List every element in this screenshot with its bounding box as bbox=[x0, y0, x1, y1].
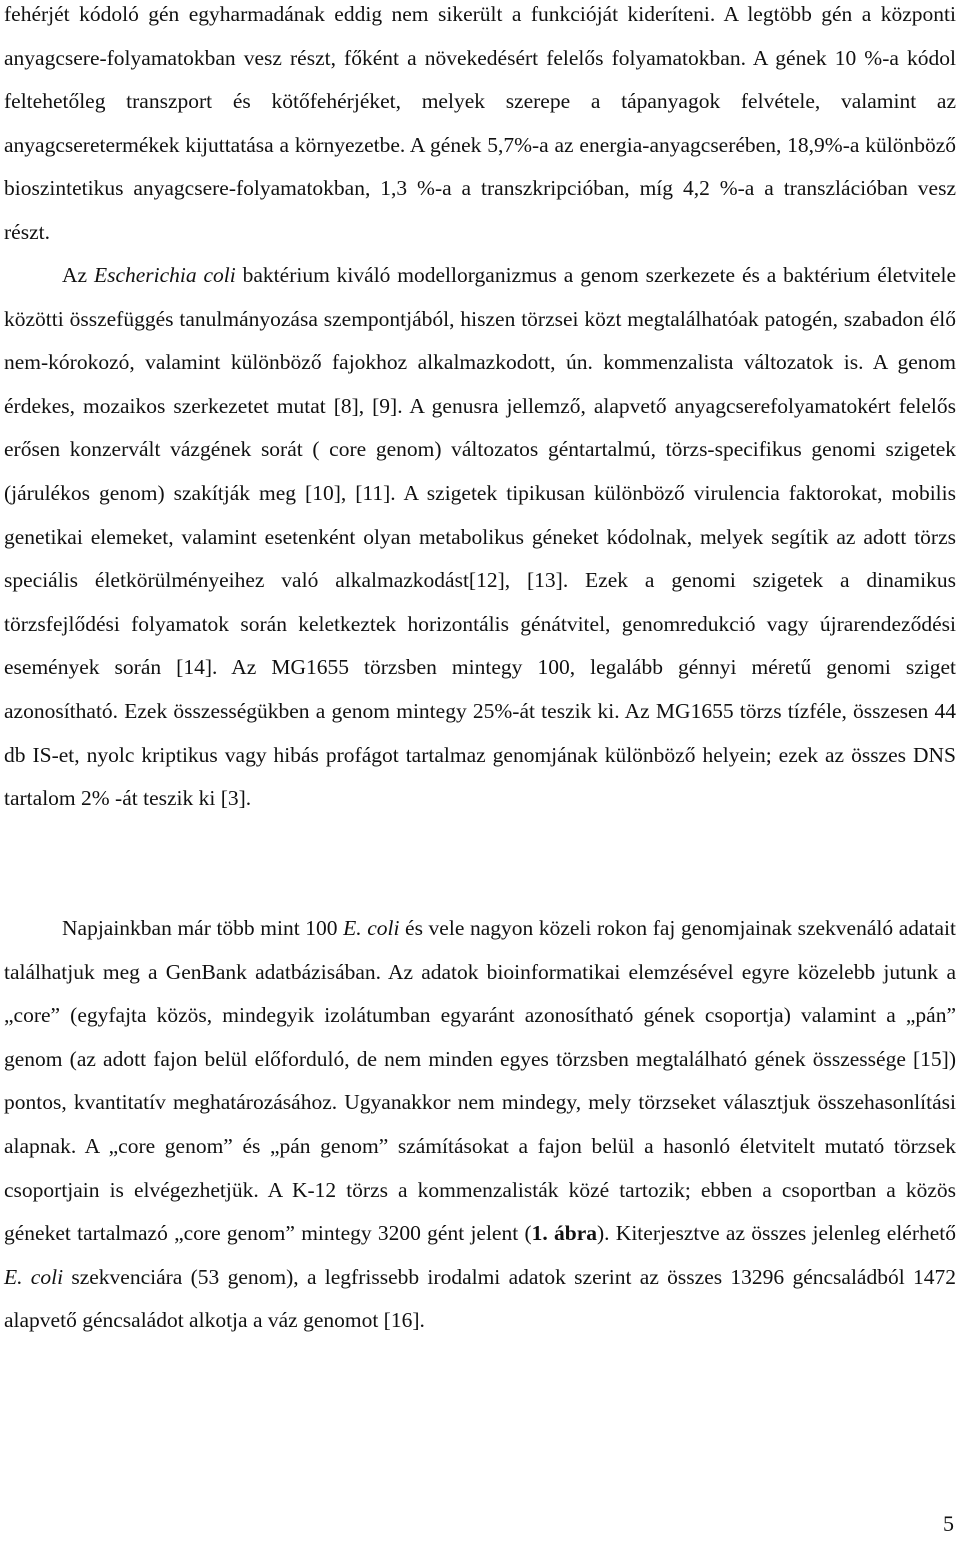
paragraph-text: szekvenciára (53 genom), a legfrissebb irodalmi adatok szerint az összes 13296 géncsaládból 1472 alapvető géncsaládot alkotja a váz genomot [16]. bbox=[4, 1264, 956, 1333]
paragraph bbox=[4, 0, 956, 255]
paragraph-text: fehérjét kódoló gén egyharmadának eddig nem sikerült a funkcióját kideríteni. A legtöbb gén a központi anyagcsere-folyamatokban vesz részt, főként a növekedésért felelős folyamatokban. A gének 10 %-a kódol feltehetőleg transzport és kötőfehérjéket, melyek szerepe a tápanyagok felvétele, valamint az anyagcseretermékek kijuttatása a környezetbe. A gének 5,7%-a az energia-anyagcserében, 18,9%-a különböző bioszintetikus anyagcsere-folyamatokban, 1,3 %-a a transzkripcióban, míg 4,2 %-a a transzlációban vesz részt. bbox=[4, 2, 956, 244]
paragraph bbox=[4, 254, 956, 821]
paragraph-text: Az bbox=[62, 263, 94, 287]
paragraph-text: és vele nagyon közeli rokon faj genomjainak szekvenáló adatait találhatjuk meg a GenBank adatbázisában. Az adatok bioinformatikai elemzésével egyre közelebb jutunk a „core” (egyfajta közös, mindegyik izolátumban egyaránt azonosítható gének csoportja) valamint a „pán” genom (az adott fajon belül előforduló, de nem minden egyes törzsben megtalálható gének összessége [15]) pontos, kvantitatív meghatározásához. Ugyanakkor nem mindegy, mely törzseket választjuk összehasonlítási alapnak. A „core genom” és „pán genom” számításokat a fajon belül a hasonló életvitelt mutató törzsek csoportjain is elvégezhetjük. A K-12 törzs a kommenzalisták közé tartozik; ebben a csoportban a közös géneket tartalmazó „core genom” mintegy 3200 gént jelent ( bbox=[4, 916, 957, 1246]
page-number: 5 bbox=[943, 1511, 954, 1536]
paragraph-text: Napjainkban már több mint 100 bbox=[62, 916, 344, 940]
paragraph-text: ). Kiterjesztve az összes jelenleg elérhető bbox=[597, 1221, 957, 1246]
species-name: E. coli bbox=[343, 916, 400, 940]
species-name: E. coli bbox=[4, 1264, 64, 1289]
species-name: Escherichia coli bbox=[93, 263, 236, 287]
figure-reference: 1. ábra bbox=[531, 1221, 598, 1246]
paragraph bbox=[4, 907, 956, 1343]
paragraph-text: baktérium kiváló modellorganizmus a genom szerkezete és a baktérium életvitele közötti összefüggés tanulmányozása szempontjából, hiszen törzsei közt megtalálhatóak patogén, szabadon élő nem-kórokozó, valamint különböző fajokhoz alkalmazkodott, ún. kommenzalista változatok is. A genom érdekes, mozaikos szerkezetet mutat [8], [9]. A genusra jellemző, alapvető anyagcserefolyamatokért felelős erősen konzervált vázgének sorát ( core genom) változatos géntartalmú, törzs-specifikus genomi szigetek (járulékos genom) szakítják meg [10], [11]. A szigetek tipikusan különböző virulencia faktorokat, mobilis genetikai elemeket, valamint esetenként olyan metabolikus géneket kódolnak, melyek segítik az adott törzs speciális életkörülményeihez való alkalmazkodást[12], [13]. Ezek a genomi szigetek a dinamikus törzsfejlődési folyamatok során keletkeztek horizontális génátvitel, genomredukció vagy újrarendeződési események során [14]. Az MG1655 törzsben mintegy 100, legalább génnyi méretű genomi sziget azonosítható. Ezek összességükben a genom mintegy 25%-át teszik ki. Az MG1655 törzs tízféle, összesen 44 db IS-et, nyolc kriptikus vagy hibás profágot tartalmaz genomjának különböző helyein; ezek az összes DNS tartalom 2% -át teszik ki [3]. bbox=[4, 263, 956, 811]
